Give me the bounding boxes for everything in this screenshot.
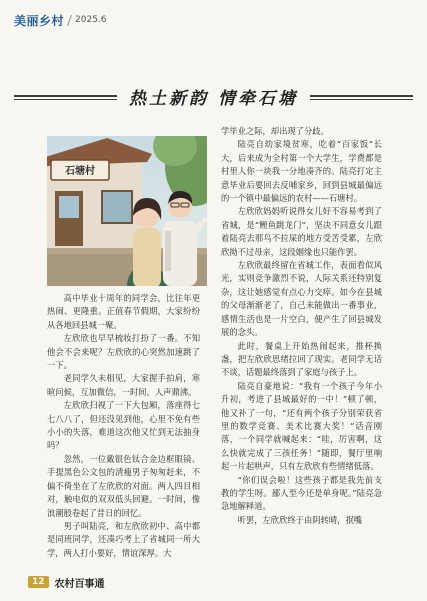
body-paragraph: 陆亮自豪地说：“我有一个孩子今年小升初，考进了县城最好的一中！”顿了顿，他又补了一句，“还有两个孩子分别荣获省里的数学竞赛、美术比赛大奖！”话音刚落，一个同学就喊起来：“哇，厉害啊，这么快就完成了三孩任务！”随即，餐厅里响起一片起哄声，只有左欣欣有些情绪低落。 <box>221 380 382 472</box>
body-paragraph: “你们误会啦！这些孩子都是我先前支教的学生呀。鄙人至今还是单身呢。”陆亮急急地解释道。 <box>221 474 382 512</box>
masthead-divider <box>67 15 72 26</box>
body-paragraph: 男子叫陆亮，和左欣欣初中、高中都是同班同学，还凑巧考上了省城同一所大学，两人打小要好，情谊深厚。大 <box>47 520 200 558</box>
magazine-name: 美丽乡村 <box>14 13 65 28</box>
body-paragraph: 陆亮自幼家境贫寒，吃着“百家饭”长大，后来成为全村第一个大学生，学费都是村里人你一块我一分地凑齐的。陆亮打定主意毕业后要回去反哺家乡，回到县城最偏远的一个镇中最偏远的农村——石塘村。 <box>221 139 382 204</box>
article-column-left <box>47 292 200 560</box>
body-paragraph: 忽然，一位戴银色钛合金边框眼镜、手提黑色公文包的清瘦男子匆匆赶来，不偏不倚坐在了左欣欣的对面。两人四目相对，触电似的双双低头回避。一时间，像浪潮般卷起了昔日的回忆。 <box>47 453 200 518</box>
story-illustration <box>47 136 207 286</box>
masthead <box>14 12 107 28</box>
issue-date: 2025.6 <box>75 15 107 25</box>
article-column-right <box>221 125 382 527</box>
body-paragraph: 左欣欣扫视了一下大包厢，落座得七七八八了，但还没见到他，心里不免有些小小的失落，难道这次他又忙到无法抽身吗？ <box>47 400 200 451</box>
article-title-bar <box>14 78 413 114</box>
page-number: 12 <box>28 576 49 588</box>
body-paragraph: 此时，餐桌上开始热闹起来，推杯换盏，把左欣欣思绪拉回了现实。老同学无话不谈，话题最终落到了家庭与孩子上。 <box>221 340 382 378</box>
body-paragraph: 左欣欣也早早梳妆打扮了一番。不知他会不会来呢？左欣欣的心突然加速跳了一下。 <box>47 333 200 371</box>
body-paragraph: 高中毕业十周年的同学会，比往年更热闹、更隆重。正值春节假期，大家纷纷从各地回县城一聚。 <box>47 293 200 330</box>
body-paragraph: 听罢，左欣欣终于由阴转晴，抿嘴 <box>237 514 363 525</box>
body-paragraph: 老同学久未相见，大家握手拍肩，寒暄问候，互加微信，一时间，人声鼎沸。 <box>47 373 200 397</box>
body-paragraph: 学毕业之际，却出现了分歧。 <box>221 126 329 136</box>
section-name: 农村百事通 <box>54 578 105 590</box>
village-sign-text: 石塘村 <box>65 166 95 177</box>
body-paragraph: 左欣欣妈妈听说得女儿好不容易考到了省城，是“鲤鱼跳龙门”，坚决不同意女儿跟着陆亮去那鸟不拉屎的地方受苦受累，左欣欣拗不过母亲，这段姻缘也只能作罢。 <box>221 206 382 257</box>
body-paragraph: 左欣欣最终留在省城工作，表面看似风光，实则竞争激烈不说，人际关系还特别复杂，这让她感觉有点心力交瘁。如今在县城的父母渐渐老了，自己未能做出一番事业，感情生活也是一片空白，便产生了回县城发展的念头。 <box>221 260 382 338</box>
article-title: 热土新韵 情牵石塘 <box>117 84 310 109</box>
page-footer <box>28 575 105 589</box>
